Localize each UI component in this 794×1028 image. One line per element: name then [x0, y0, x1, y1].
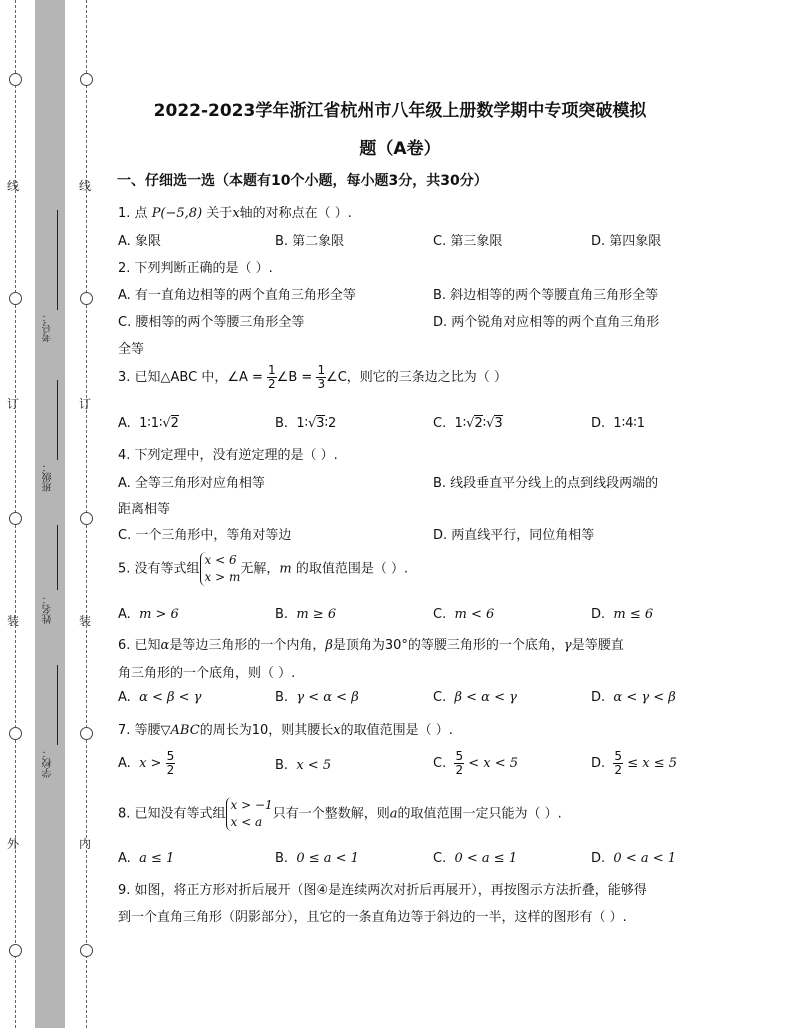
q2-option-b: B. 斜边相等的两个等腰直角三角形全等	[433, 288, 659, 303]
numerator: 5	[166, 749, 175, 763]
page-title: 2022-2023学年浙江省杭州市八年级上册数学期中专项突破模拟	[153, 101, 647, 121]
sqrt-icon: √	[307, 416, 317, 431]
field-line-name	[57, 525, 58, 590]
q1-option-b: B. 第二象限	[275, 234, 345, 249]
q5-stem: 5. 没有等式组	[118, 561, 200, 577]
q2-option-d-cont: 全等	[118, 342, 145, 357]
q2-option-a: A. 有一直角边相等的两个直角三角形全等	[118, 288, 356, 303]
option-text: x < 5	[296, 758, 332, 773]
question-7	[118, 719, 453, 738]
option-text: m ≤ 6	[613, 607, 654, 622]
q4-option-c: C. 一个三角形中，等角对等边	[118, 528, 292, 543]
q5-option-d	[591, 607, 653, 622]
q1-stem: 1. 点	[118, 206, 148, 221]
q8-stem: 的取值范围一定只能为（ ）.	[397, 806, 562, 822]
option-text: β < α < γ	[454, 690, 517, 705]
option-label: C.	[433, 756, 447, 771]
q1-option-a: A. 象限	[118, 234, 161, 249]
inequality: x > m	[204, 570, 241, 584]
option-text: 1∶	[296, 416, 308, 431]
binding-mark-inner: 装	[79, 614, 92, 628]
section-heading: 一、仔细选一选（本题有10个小题，每小题3分，共30分）	[117, 173, 488, 189]
q6-stem: 是等边三角形的一个内角，	[169, 638, 326, 653]
field-name: 姓名：	[43, 594, 54, 624]
option-label: D.	[591, 416, 606, 431]
option-label: A.	[118, 607, 131, 622]
q4-option-b-cont: 距离相等	[118, 502, 171, 517]
binding-hole	[9, 292, 22, 305]
binding-hole	[9, 512, 22, 525]
gamma: γ	[563, 638, 572, 653]
q6-stem: 是等腰直	[571, 638, 624, 653]
q2-option-c: C. 腰相等的两个等腰三角形全等	[118, 315, 305, 330]
question-9: 9. 如图，将正方形对折后展开（图④是连续两次对折后再展开），再按图示方法折叠，能够得	[118, 883, 647, 898]
q4-option-d: D. 两直线平行，同位角相等	[433, 528, 595, 543]
binding-hole	[80, 727, 93, 740]
q3-option-c	[433, 416, 503, 431]
option-text: 0 < a ≤ 1	[454, 851, 518, 866]
q8-var: a	[389, 806, 398, 822]
q8-stem: 只有一个整数解，则	[272, 806, 390, 822]
field-line-exam-no	[57, 210, 58, 310]
q4-option-a: A. 全等三角形对应角相等	[118, 476, 265, 491]
q6-option-c	[433, 690, 517, 705]
question-3	[118, 364, 507, 391]
binding-mark-outer: 线	[7, 179, 20, 193]
radicand: 2	[474, 416, 483, 431]
binding-mark-inner: 内	[79, 837, 92, 851]
sqrt-icon: √	[486, 416, 495, 431]
option-label: D.	[591, 851, 606, 866]
option-text: 0 < a < 1	[613, 851, 677, 866]
denominator: 2	[166, 763, 175, 777]
option-text: < x < 5	[468, 756, 519, 771]
q1-stem: 轴的对称点在（ ）.	[239, 206, 352, 221]
binding-hole	[9, 73, 22, 86]
option-label: A.	[118, 690, 131, 705]
radicand: 3	[494, 416, 503, 431]
q7-stem: 的取值范围是（ ）.	[340, 723, 453, 738]
beta: β	[325, 638, 333, 653]
sqrt-icon: √	[466, 416, 475, 431]
q6-stem: 是顶角为30°的等腰三角形的一个底角，	[332, 638, 564, 653]
q5-stem: 无解，	[240, 561, 280, 577]
q3-fraction	[267, 364, 277, 391]
inequality: x < 6	[204, 553, 237, 567]
option-label: D.	[591, 607, 606, 622]
q5-option-c	[433, 607, 494, 622]
field-school: 学校：	[43, 748, 54, 778]
inequality: x > −1	[230, 798, 273, 812]
q6-option-a	[118, 690, 201, 705]
option-label: C.	[433, 416, 447, 431]
q8-option-a	[118, 851, 174, 866]
radicand: 2	[170, 416, 179, 431]
option-text: a ≤ 1	[139, 851, 175, 866]
inequality-system	[200, 552, 241, 586]
option-label: C.	[433, 851, 447, 866]
question-2: 2. 下列判断正确的是（ ）.	[118, 261, 273, 276]
q7-option-c	[433, 750, 518, 777]
numerator: 5	[614, 749, 623, 763]
binding-hole	[80, 512, 93, 525]
page-title-cont: 题（A卷）	[359, 139, 441, 159]
denominator: 2	[268, 377, 276, 391]
q1-point: P(−5,8)	[151, 206, 203, 221]
q7-option-a	[118, 750, 175, 777]
option-label: B.	[275, 758, 289, 773]
q3-option-d	[591, 416, 645, 431]
option-label: C.	[433, 690, 447, 705]
q1-option-c: C. 第三象限	[433, 234, 503, 249]
q7-var: x	[333, 723, 341, 738]
sqrt-icon: √	[162, 416, 171, 431]
option-label: C.	[433, 607, 447, 622]
binding-strip	[35, 0, 65, 1028]
q3-stem: 3. 已知△ABC 中，∠A =	[118, 370, 263, 385]
question-8	[118, 797, 562, 831]
q5-var: m	[279, 561, 292, 577]
option-label: D.	[591, 690, 606, 705]
option-label: B.	[275, 851, 289, 866]
inequality: x < a	[230, 815, 263, 829]
binding-mark-inner: 订	[79, 397, 92, 411]
question-9-cont: 到一个直角三角形（阴影部分），且它的一条直角边等于斜边的一半，这样的图形有（ ）.	[118, 910, 627, 925]
binding-hole	[9, 727, 22, 740]
field-class: 班级：	[43, 462, 54, 492]
q7-option-d	[591, 750, 677, 777]
option-label: A.	[118, 756, 131, 771]
option-text: 0 ≤ a < 1	[296, 851, 359, 866]
binding-hole	[80, 292, 93, 305]
fraction	[613, 750, 623, 777]
option-label: B.	[275, 416, 289, 431]
binding-mark-outer: 外	[7, 837, 20, 851]
question-5	[118, 552, 408, 586]
option-text: x >	[139, 756, 162, 771]
binding-hole	[9, 944, 22, 957]
option-label: A.	[118, 416, 131, 431]
field-exam-no: 考号：	[43, 312, 54, 342]
option-text: ∶	[482, 416, 487, 431]
denominator: 2	[455, 763, 464, 777]
option-text: m ≥ 6	[296, 607, 337, 622]
binding-hole	[80, 944, 93, 957]
inequality-system	[226, 797, 273, 831]
q1-axis: x	[232, 206, 240, 221]
q3-stem: ∠C，则它的三条边之比为（ ）	[326, 370, 507, 385]
numerator: 1	[317, 363, 326, 377]
numerator: 5	[455, 749, 464, 763]
q6-option-b	[275, 690, 359, 705]
denominator: 3	[317, 377, 326, 391]
numerator: 1	[268, 363, 276, 377]
q8-option-d	[591, 851, 676, 866]
radicand: 3	[316, 416, 325, 431]
q5-stem: 的取值范围是（ ）.	[295, 561, 409, 577]
binding-mark-outer: 装	[7, 614, 20, 628]
q5-option-b	[275, 607, 336, 622]
option-text: 1∶4∶1	[613, 416, 646, 431]
binding-mark-outer: 订	[7, 397, 20, 411]
option-text: γ < α < β	[296, 690, 359, 705]
triangle-name: ABC	[170, 723, 200, 738]
q8-option-b	[275, 851, 359, 866]
q6-stem-cont: 角三角形的一个底角，则（ ）.	[118, 666, 296, 681]
denominator: 2	[614, 763, 623, 777]
question-4: 4. 下列定理中，没有逆定理的是（ ）.	[118, 448, 338, 463]
q5-option-a	[118, 607, 179, 622]
alpha: α	[160, 638, 170, 653]
field-line-class	[57, 380, 58, 460]
option-text: m > 6	[139, 607, 179, 622]
q7-option-b	[275, 758, 331, 773]
option-text: ∶2	[324, 416, 337, 431]
field-line-school	[57, 665, 58, 745]
binding-mark-inner: 线	[79, 179, 92, 193]
option-label: B.	[275, 690, 289, 705]
option-label: B.	[275, 607, 289, 622]
q6-option-d	[591, 690, 676, 705]
option-label: A.	[118, 851, 131, 866]
q7-stem: 的周长为10，则其腰长	[199, 723, 334, 738]
option-label: D.	[591, 756, 606, 771]
q3-stem: ∠B =	[276, 370, 313, 385]
q4-option-b: B. 线段垂直平分线上的点到线段两端的	[433, 476, 659, 491]
q7-stem: 7. 等腰▽	[118, 723, 171, 738]
fraction	[454, 750, 464, 777]
q8-option-c	[433, 851, 517, 866]
q3-option-b	[275, 416, 336, 431]
option-text: α < γ < β	[613, 690, 676, 705]
option-text: 1∶1∶	[139, 416, 163, 431]
option-text: m < 6	[454, 607, 495, 622]
q3-fraction	[316, 364, 326, 391]
option-text: α < β < γ	[139, 690, 202, 705]
q1-stem: 关于	[206, 206, 233, 221]
binding-hole	[80, 73, 93, 86]
fraction	[166, 750, 176, 777]
q3-option-a	[118, 416, 179, 431]
question-6	[118, 634, 624, 653]
option-text: ≤ x ≤ 5	[627, 756, 677, 771]
q1-option-d: D. 第四象限	[591, 234, 662, 249]
q2-option-d: D. 两个锐角对应相等的两个直角三角形	[433, 315, 660, 330]
option-text: 1∶	[454, 416, 467, 431]
question-1	[118, 202, 352, 221]
q6-stem: 6. 已知	[118, 638, 161, 653]
q8-stem: 8. 已知没有等式组	[118, 806, 226, 822]
